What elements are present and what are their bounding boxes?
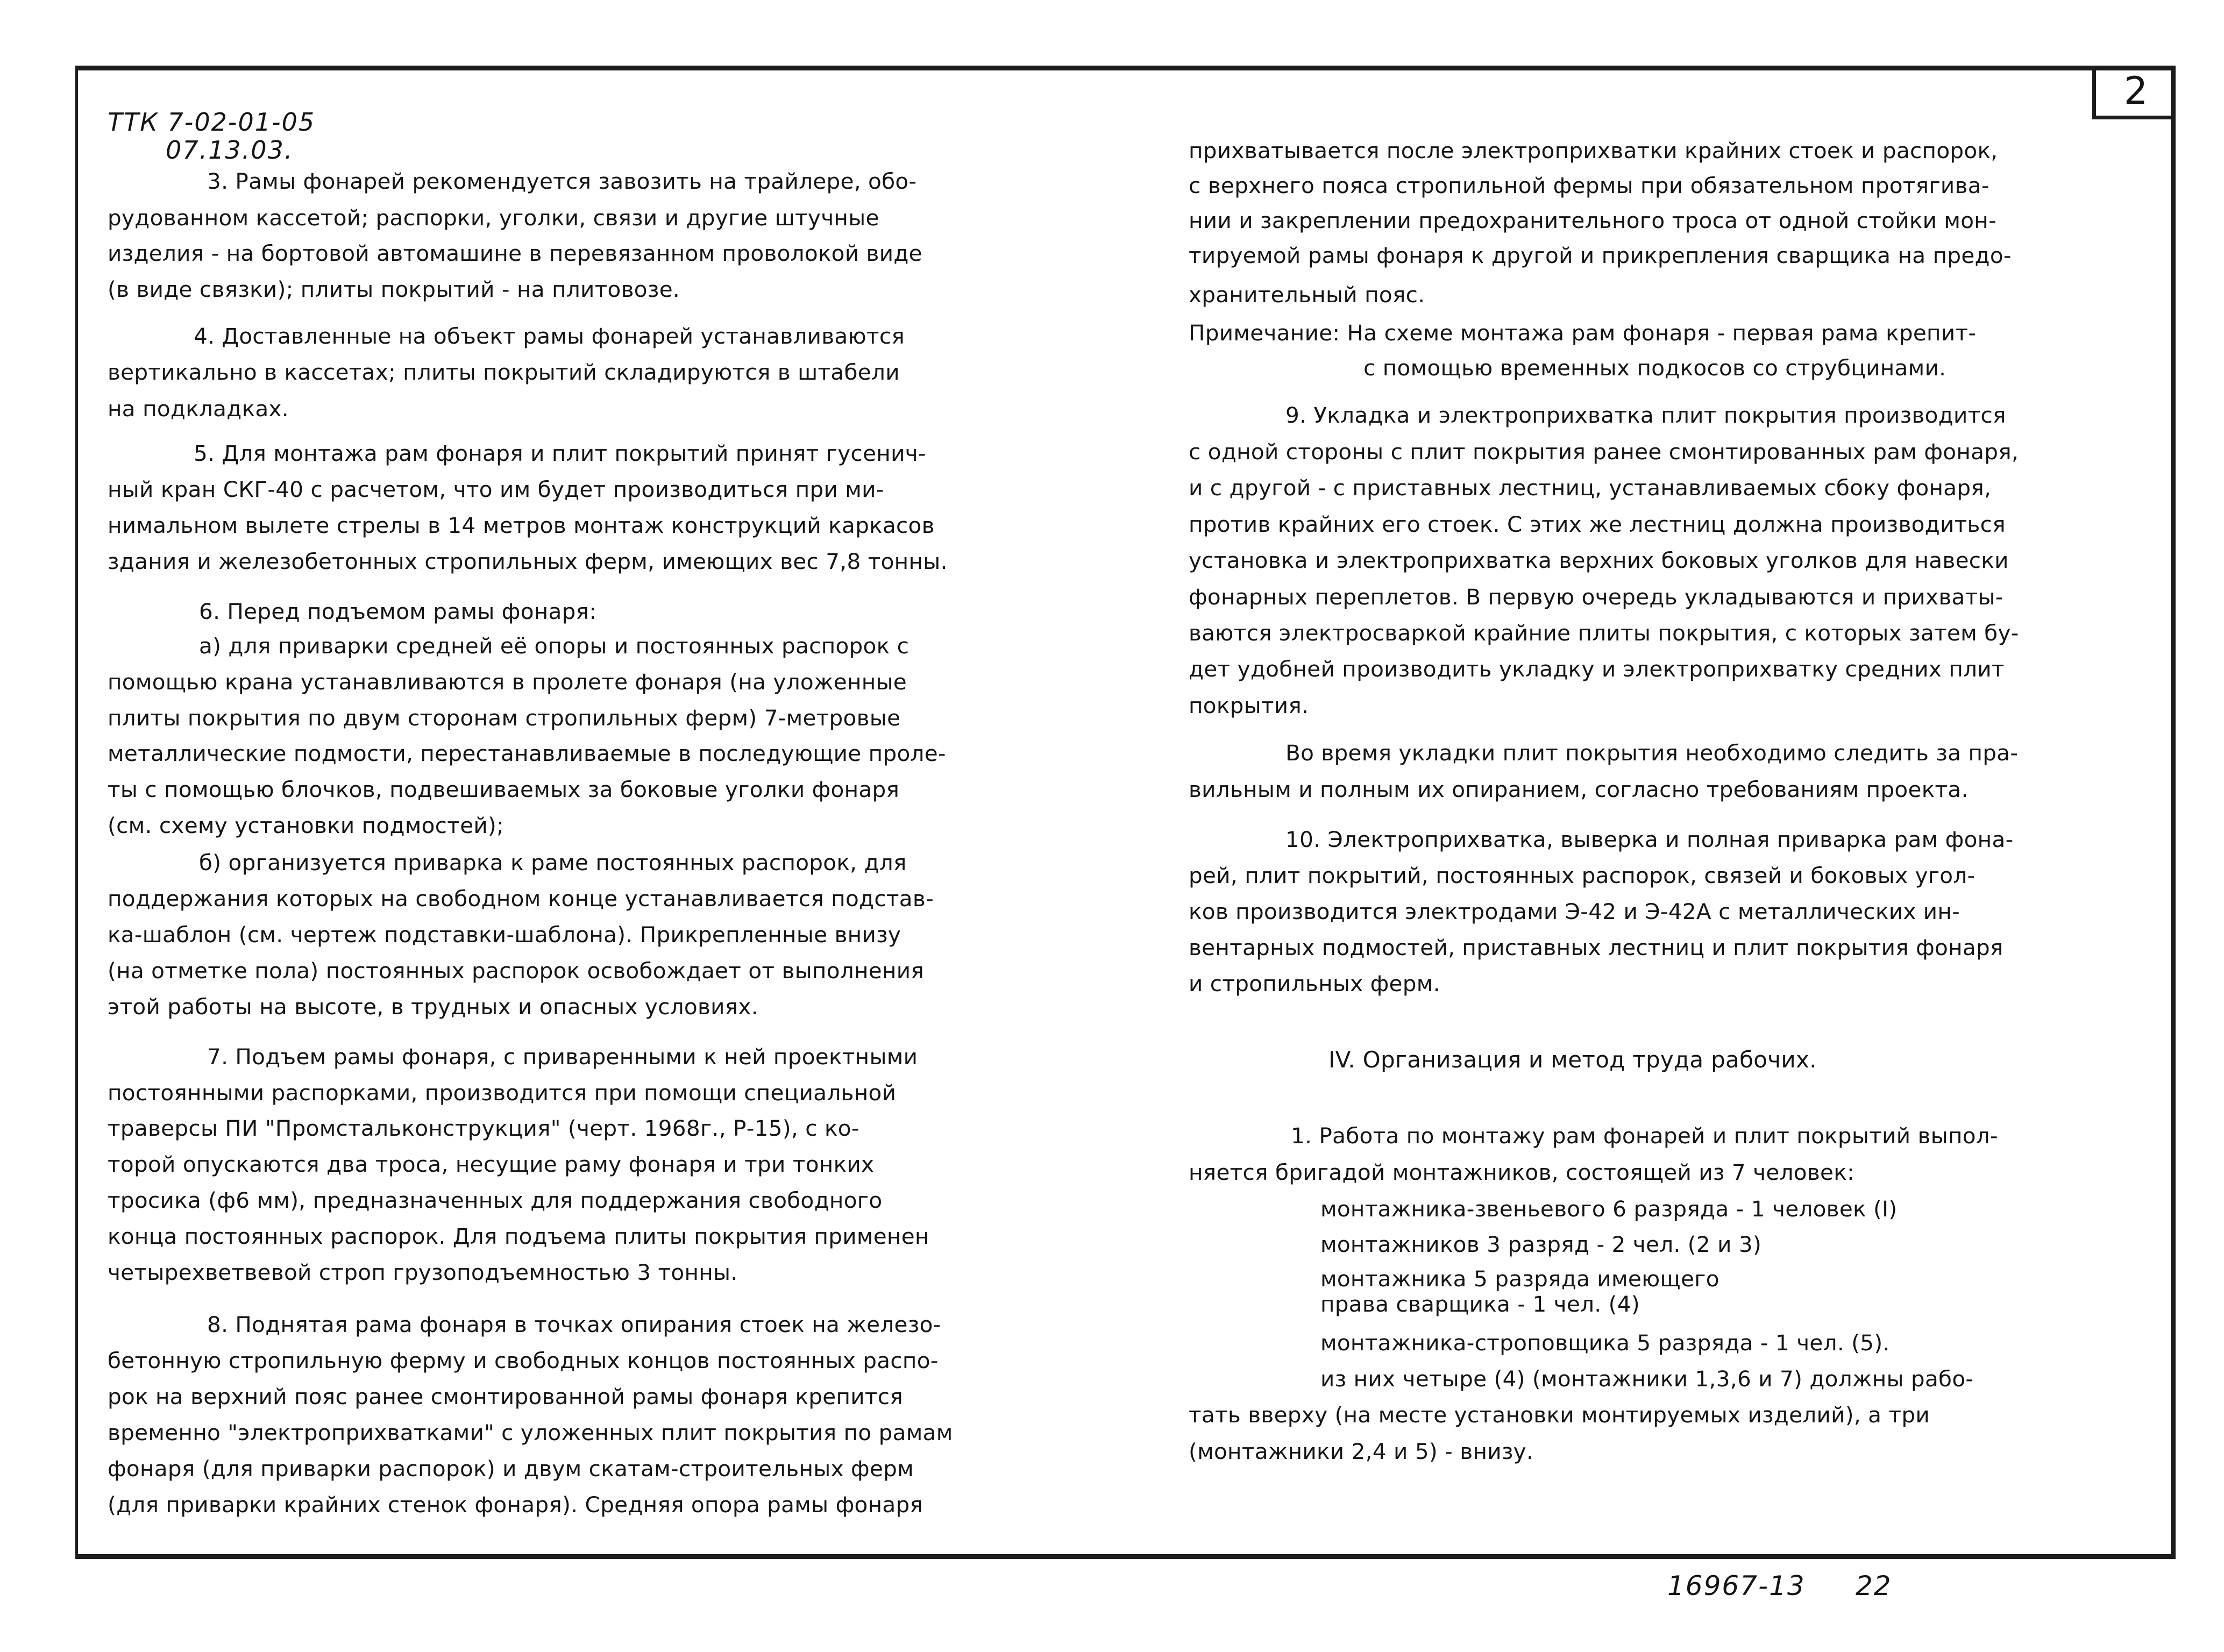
text-line: временно "электроприхватками" с уложенных плит покрытия по рамам (108, 1420, 953, 1446)
text-line: 10. Электроприхватка, выверка и полная приварка рам фона- (1285, 827, 2014, 852)
text-line: из них четыре (4) (монтажники 1,3,6 и 7) должны рабо- (1320, 1366, 1974, 1392)
text-line: и с другой - с приставных лестниц, устанавливаемых сбоку фонаря, (1189, 475, 1992, 501)
text-line: плиты покрытия по двум сторонам стропильных ферм) 7-метровые (108, 705, 901, 731)
text-line: на подкладках. (108, 396, 289, 422)
text-line: тируемой рамы фонаря к другой и прикрепления сварщика на предо- (1189, 243, 2012, 268)
footer-sheet-number: 22 (1856, 1570, 1892, 1601)
text-line: рок на верхний пояс ранее смонтированной рамы фонаря крепится (108, 1384, 904, 1409)
text-line: прихватывается после электроприхватки крайних стоек и распорок, (1189, 138, 1998, 163)
text-line: рудованном кассетой; распорки, уголки, связи и другие штучные (108, 205, 879, 231)
text-line: конца постоянных распорок. Для подъема плиты покрытия применен (108, 1223, 929, 1249)
text-line: и стропильных ферм. (1189, 971, 1440, 996)
text-line: 7. Подъем рамы фонаря, с приваренными к ней проектными (207, 1044, 918, 1070)
text-line: а) для приварки средней её опоры и постоянных распорок с (199, 633, 910, 659)
text-line: нии и закреплении предохранительного троса от одной стойки мон- (1189, 208, 1996, 233)
text-line: права сварщика - 1 чел. (4) (1320, 1291, 1640, 1317)
text-line: ный кран СКГ-40 с расчетом, что им будет производиться при ми- (108, 476, 884, 502)
text-line: 4. Доставленные на объект рамы фонарей устанавливаются (194, 323, 905, 349)
text-line: покрытия. (1189, 693, 1309, 718)
text-line: с одной стороны с плит покрытия ранее смонтированных рам фонаря, (1189, 439, 2019, 465)
text-line: хранительный пояс. (1189, 282, 1425, 308)
text-line: здания и железобетонных стропильных ферм, имеющих вес 7,8 тонны. (108, 549, 948, 574)
text-line: нимальном вылете стрелы в 14 метров монтаж конструкций каркасов (108, 512, 935, 538)
text-line: (для приварки крайних стенок фонаря). Средняя опора рамы фонаря (108, 1492, 923, 1518)
text-line: 8. Поднятая рама фонаря в точках опирания стоек на железо- (207, 1312, 941, 1337)
text-line: 5. Для монтажа рам фонаря и плит покрытий принят гусенич- (194, 440, 926, 466)
text-line: монтажников 3 разряд - 2 чел. (2 и 3) (1320, 1231, 1762, 1257)
text-line: вертикально в кассетах; плиты покрытий складируются в штабели (108, 359, 900, 385)
text-line: тать вверху (на месте установки монтируемых изделий), а три (1189, 1402, 1930, 1428)
text-line: вентарных подмостей, приставных лестниц и плит покрытия фонаря (1189, 935, 2003, 960)
text-line: рей, плит покрытий, постоянных распорок, связей и боковых угол- (1189, 863, 1976, 888)
document-date: 07.13.03. (166, 136, 294, 165)
text-line: изделия - на бортовой автомашине в перевязанном проволокой виде (108, 240, 922, 266)
text-line: няется бригадой монтажников, состоящей из 7 человек: (1189, 1159, 1854, 1185)
text-line: фонаря (для приварки распорок) и двум скатам-строительных ферм (108, 1456, 914, 1482)
page-number: 2 (2092, 66, 2176, 119)
text-line: тросика (ф6 мм), предназначенных для поддержания свободного (108, 1187, 883, 1213)
text-line: вильным и полным их опиранием, согласно требованиям проекта. (1189, 777, 1969, 802)
text-line: ков производится электродами Э-42 и Э-42А с металлических ин- (1189, 899, 1960, 924)
text-line: установка и электроприхватка верхних боковых уголков для навески (1189, 547, 2009, 573)
text-line: 3. Рамы фонарей рекомендуется завозить на трайлере, обо- (207, 168, 917, 194)
text-line: монтажника 5 разряда имеющего (1320, 1266, 1719, 1292)
text-line: постоянными распорками, производится при помощи специальной (108, 1080, 897, 1106)
text-line: металлические подмости, перестанавливаемые в последующие проле- (108, 740, 946, 766)
text-line: ка-шаблон (см. чертеж подставки-шаблона). Прикрепленные внизу (108, 922, 901, 948)
text-line: бетонную стропильную ферму и свободных концов постоянных распо- (108, 1348, 939, 1373)
text-line: траверсы ПИ "Промстальконструкция" (черт. 1968г., Р-15), с ко- (108, 1115, 859, 1141)
text-line: 6. Перед подъемом рамы фонаря: (199, 599, 597, 624)
text-line: ваются электросваркой крайние плиты покрытия, с которых затем бу- (1189, 620, 2019, 646)
text-line: с верхнего пояса стропильной фермы при обязательном протягива- (1189, 173, 1989, 198)
text-line: (монтажники 2,4 и 5) - внизу. (1189, 1439, 1534, 1464)
section-heading: IV. Организация и метод труда рабочих. (1328, 1046, 1817, 1073)
text-line: против крайних его стоек. С этих же лестниц должна производиться (1189, 511, 2006, 537)
text-line: монтажника-звеньевого 6 разряда - 1 человек (I) (1320, 1196, 1898, 1222)
text-line: Примечание: На схеме монтажа рам фонаря - первая рама крепит- (1189, 320, 1977, 346)
text-line: (в виде связки); плиты покрытий - на плитовозе. (108, 276, 680, 302)
footer-doc-number: 16967-13 (1667, 1570, 1806, 1601)
text-line: помощью крана устанавливаются в пролете фонаря (на уложенные (108, 669, 907, 695)
text-line: этой работы на высоте, в трудных и опасных условиях. (108, 994, 758, 1020)
text-line: (на отметке пола) постоянных распорок освобождает от выполнения (108, 958, 925, 984)
text-line: 9. Укладка и электроприхватка плит покрытия производится (1285, 402, 2006, 428)
text-line: (см. схему установки подмостей); (108, 813, 505, 838)
text-line: Во время укладки плит покрытия необходимо следить за пра- (1285, 740, 2019, 766)
text-line: фонарных переплетов. В первую очередь укладываются и прихваты- (1189, 584, 2003, 610)
text-line: дет удобней производить укладку и электроприхватку средних плит (1189, 656, 2005, 682)
text-line: б) организуется приварка к раме постоянных распорок, для (199, 850, 907, 875)
text-line: четырехветвевой строп грузоподъемностью 3 тонны. (108, 1259, 738, 1285)
text-line: монтажника-строповщика 5 разряда - 1 чел. (5). (1320, 1330, 1890, 1356)
document-code: ТТК 7-02-01-05 (108, 108, 316, 137)
text-line: 1. Работа по монтажу рам фонарей и плит покрытий выпол- (1291, 1123, 1998, 1149)
text-line: с помощью временных подкосов со струбцинами. (1363, 355, 1946, 381)
text-line: ты с помощью блочков, подвешиваемых за боковые уголки фонаря (108, 777, 900, 802)
text-line: торой опускаются два троса, несущие раму фонаря и три тонких (108, 1151, 875, 1177)
text-line: поддержания которых на свободном конце устанавливается подстав- (108, 886, 934, 912)
